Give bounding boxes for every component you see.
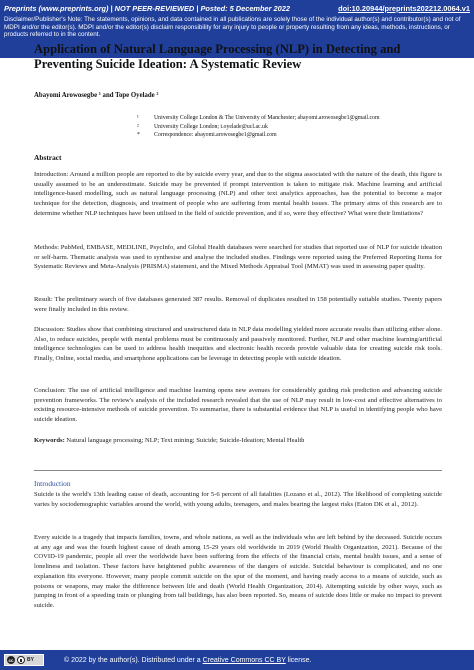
introduction-heading: Introduction <box>34 479 71 488</box>
license-footer <box>0 650 474 670</box>
introduction-paragraph-1: Suicide is the world's 13th leading cause of death, accounting for 5-6 percent of all fatalities (Lozano et al., 2012). The likelihood of completing suicide varies by sociodemographic variables around the world, with young adults, teenagers, and males bearing the largest risks (Eaton DK et al., 2012). <box>34 491 442 508</box>
affiliation-text: University College London & The University of Manchester; abayomi.arowosegbe1@gmail.com <box>154 115 380 121</box>
publisher-disclaimer: Disclaimer/Publisher's Note: The statements, opinions, and data contained in all publications are solely those of the individual author(s) and contributor(s) and not of MDPI and/or the editor(s). MDPI and/or the editor(s) disclaim responsibility for any injury to people or property resulting from any ideas, methods, instructions, or products referred to in the content. <box>4 16 461 39</box>
header-row <box>4 3 470 14</box>
section-divider <box>34 470 442 471</box>
affiliation-number: ¹ <box>137 115 139 121</box>
license-link[interactable]: Creative Commons CC BY <box>202 656 286 664</box>
doi-link[interactable]: doi:10.20944/preprints202212.0064.v1 <box>338 4 470 13</box>
abstract-introduction: Introduction: Around a million people are reported to die by suicide every year, and due to the stigma associated with the nature of the death, this figure is usually assumed to be an underestimate. Suicide may be prevented if prompt intervention is taken to mitigate risk. Machine learning and artificial intelligence-based modelling, such as natural language processing (NLP) and other text analytics approaches, has the potential to become a major technique for the detection, diagnosis, and treatment of people who are suffering from mental health issues. The primary aims of this research are to determine whether NLP techniques have been utilised in the field of suicide prevention, and if so, were they effective? What were their limitations? <box>34 171 442 217</box>
affiliation-line <box>137 123 379 132</box>
attribution-person-icon <box>17 656 25 664</box>
abstract-heading: Abstract <box>34 153 62 162</box>
abstract-methods: Methods: PubMed, EMBASE, MEDLINE, PsycInfo, and Global Health databases were searched for studies that reported use of NLP for suicide ideation or self-harm. Thematic analysis was used to synthesise and analyse the included studies. Findings were reported using the Preferred Reporting Items for Systematic Reviews and Meta-Analysis (PRISMA) statement, and the Mixed Methods Appraisal Tool (MMAT) was used in assessing paper quality. <box>34 244 442 271</box>
preprint-status: Preprints (www.preprints.org) | NOT PEER-REVIEWED | Posted: 5 December 2022 <box>4 4 291 13</box>
license-suffix: license. <box>285 656 312 664</box>
affiliations <box>137 114 379 140</box>
keywords <box>34 436 442 446</box>
keywords-list: Natural language processing; NLP; Text mining; Suicide; Suicide-Ideation; Mental Health <box>64 437 305 444</box>
abstract-discussion: Discussion: Studies show that combining structured and unstructured data in NLP data modelling yielded more accurate results than utilizing either alone. Also, to reduce suicides, people with mental problems must be continuously and passively monitored. Further, NLP and other machine learning/artificial intelligence technologies can be used to address health inequities and electronic health records provide valuable data for creating suicide risk tools. Finally, Online, social media, and smartphone applications can be leverage in detecting people with suicide ideation. <box>34 326 442 363</box>
abstract-result: Result: The preliminary search of five databases generated 387 results. Removal of duplicates resulted in 158 potentially suitable studies. Twenty papers were finally included in this review. <box>34 296 442 313</box>
paper-title: Application of Natural Language Processing (NLP) in Detecting and Preventing Suicide Ideation: A Systematic Review <box>34 42 401 71</box>
by-label: BY <box>27 657 34 663</box>
cc-by-badge[interactable] <box>4 654 44 666</box>
affiliation-number: ² <box>137 123 139 130</box>
license-prefix: © 2022 by the author(s). Distributed under a <box>64 656 203 664</box>
license-text <box>64 657 311 664</box>
abstract-conclusion: Conclusion: The use of artificial intelligence and machine learning opens new avenues for considerably guiding risk prediction and advancing suicide prevention frameworks. The review's analysis of the included research revealed that the use of NLP may result in low-cost and effective alternatives to existing resource-intensive methods of suicide prevention. To summarise, there is substantial evidence that NLP is useful in identifying people who have suicide ideation. <box>34 387 442 424</box>
affiliation-line <box>137 131 379 140</box>
cc-icon: cc <box>8 657 14 663</box>
affiliation-number: * <box>137 132 140 139</box>
affiliation-text: University College London; t.oyelade@ucl.ac.uk <box>154 123 268 130</box>
keywords-label: Keywords: <box>34 437 65 444</box>
affiliation-text: Correspondence: abayomi.arowosegbe1@gmail.com <box>154 132 277 139</box>
affiliation-line <box>137 114 379 123</box>
introduction-paragraph-2: Every suicide is a tragedy that impacts families, towns, and whole nations, as well as the individuals who are left behind by the deceased. Suicide occurs at any age and was the fourth highest cause of death among 15-29 years old worldwide in 2019 (World Health Organization, 2021). Because of the COVID-19 pandemic, people all over the worldwide have been suffering from the effects of the financial crisis, mental health issues, and a sense of loneliness and isolation. These factors have heightened public awareness of the dangers of suicide. Suicidal behaviour is complicated, and no one explanation fits everyone. However, many people commit suicide on the spur of the moment, and having ready access to a means of suicide, such as poisons or weapons, may make the difference between life and death (World Health Organization, 2014). Attempting suicide by other ways, such as jumping in front of a speeding train or plunging from tall buildings, has also been reported. So, means of suicide does little or make no impact to prevent suicide. <box>34 534 442 609</box>
paper-authors: Abayomi Arowosegbe ¹ and Tope Oyelade ² <box>34 92 159 99</box>
